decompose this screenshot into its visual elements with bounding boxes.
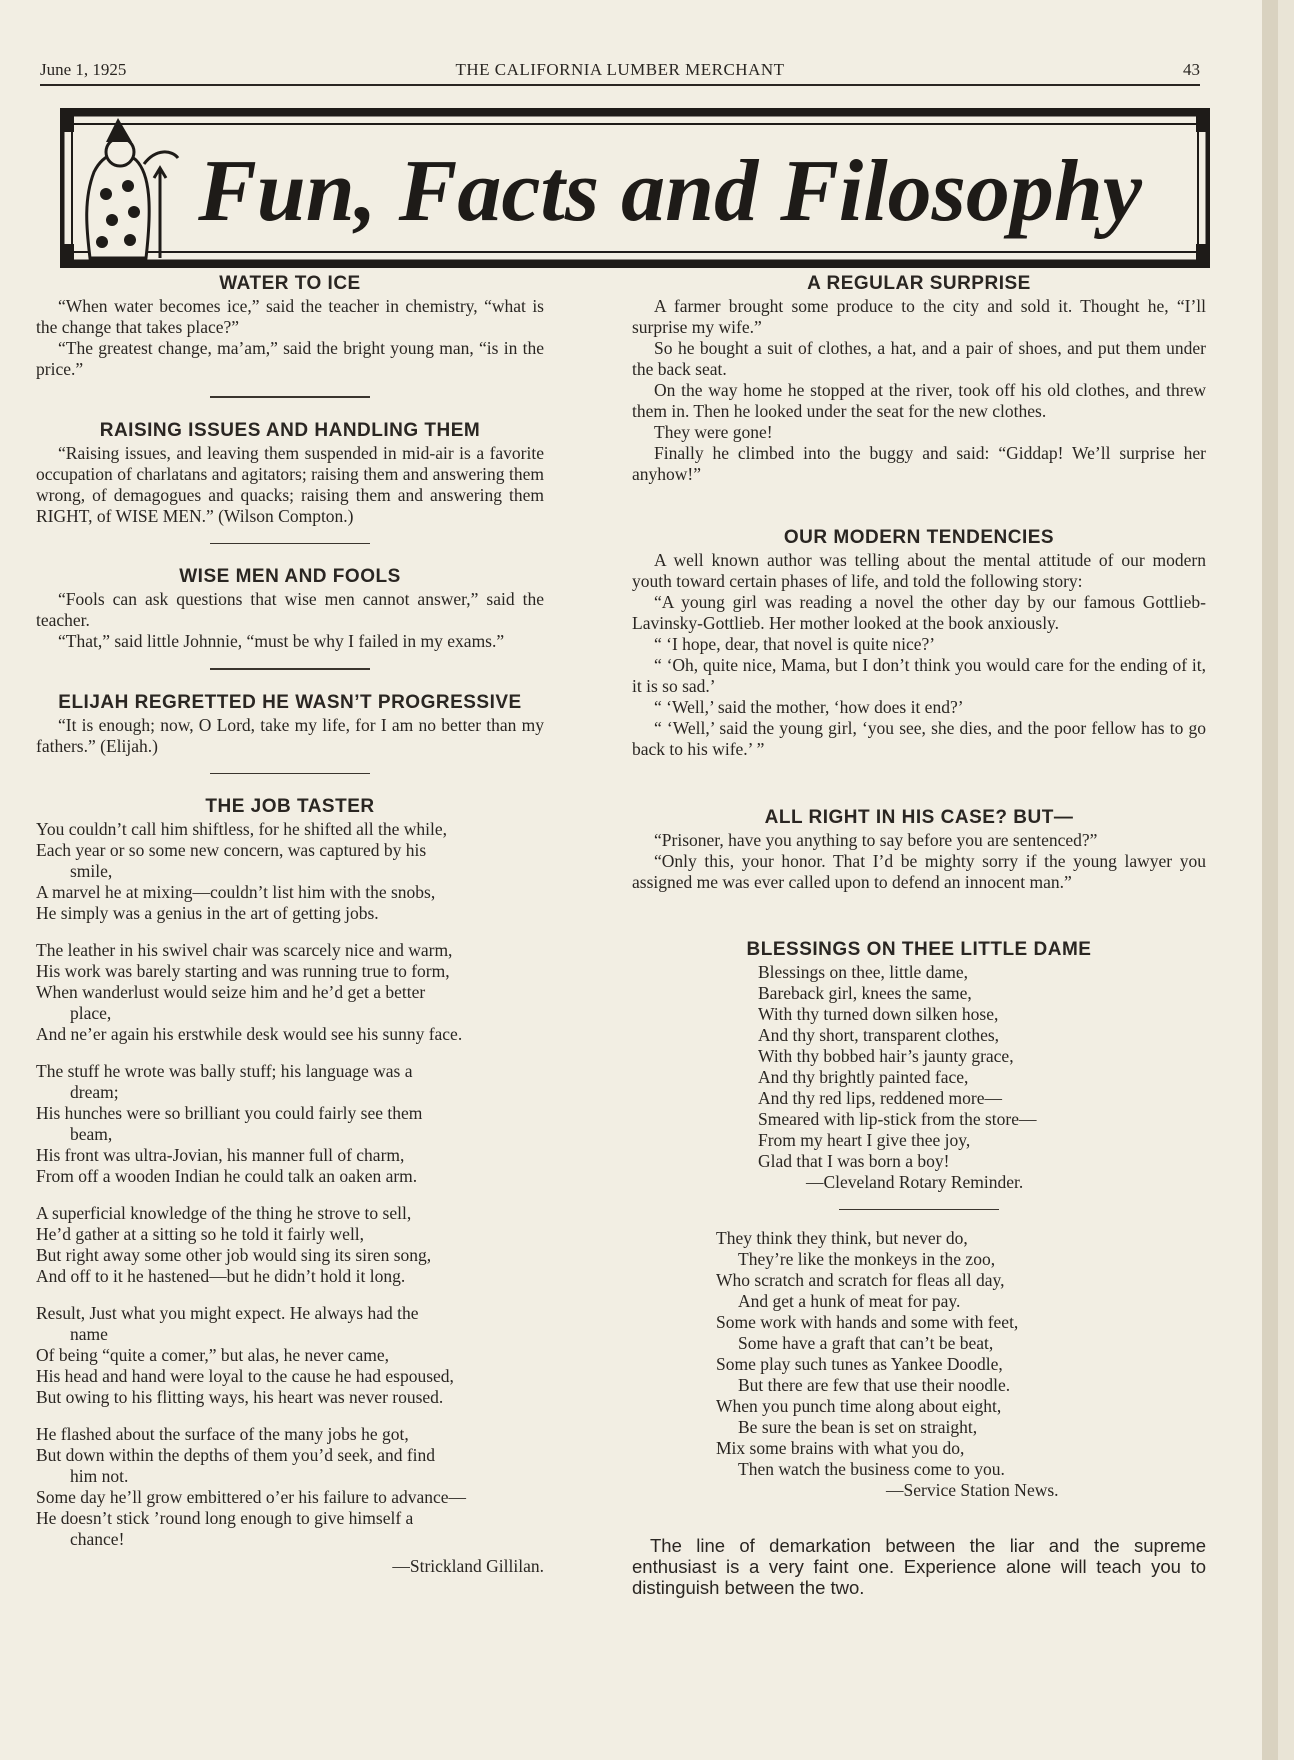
paragraph: “That,” said little Johnnie, “must be why I failed in my exams.”	[58, 631, 505, 651]
poem-line: beam,	[70, 1124, 113, 1144]
poem-line: From my heart I give thee joy,	[758, 1129, 971, 1150]
poem-line: His front was ultra-Jovian, his manner full of charm,	[36, 1145, 405, 1165]
column-banner	[60, 108, 1210, 268]
poem-line: But owing to his flitting ways, his heart was never roused.	[36, 1387, 444, 1407]
poem-line: With thy bobbed hair’s jaunty grace,	[758, 1045, 1014, 1066]
paragraph: A farmer brought some produce to the city and sold it. Thought he, “I’ll surprise my wife.”	[632, 296, 1206, 337]
poem-line: The stuff he wrote was bally stuff; his language was a	[36, 1061, 413, 1081]
attribution: —Cleveland Rotary Reminder.	[806, 1171, 1024, 1192]
poem-line: His work was barely starting and was running true to form,	[36, 961, 450, 981]
section-divider	[210, 773, 370, 775]
poem-line: And off to it he hastened—but he didn’t hold it long.	[36, 1266, 406, 1286]
paragraph: “It is enough; now, O Lord, take my life, for I am no better than my fathers.” (Elijah.)	[36, 714, 544, 756]
poem-line: When you punch time along about eight,	[716, 1396, 1002, 1416]
section-spacer	[839, 915, 999, 917]
running-header	[40, 60, 1200, 84]
paragraph: “ ‘Well,’ said the young girl, ‘you see, she dies, and the poor fellow has to go back to his wife.’ ”	[632, 717, 1206, 759]
poem-line: Be sure the bean is set on straight,	[738, 1417, 978, 1437]
paragraph: “ ‘Well,’ said the mother, ‘how does it end?’	[654, 696, 964, 717]
poem-line: Who scratch and scratch for fleas all day,	[716, 1270, 1005, 1290]
section-divider	[210, 668, 370, 670]
poem-line: Smeared with lip-stick from the store—	[758, 1108, 1037, 1129]
attribution: —Service Station News.	[886, 1480, 1059, 1500]
heading-all-right: ALL RIGHT IN HIS CASE? BUT—	[764, 807, 1074, 828]
poem-line: Some play such tunes as Yankee Doodle,	[716, 1354, 1003, 1374]
poem-line: Bareback girl, knees the same,	[758, 982, 972, 1003]
page-number: 43	[1183, 60, 1200, 79]
poem-little-dame	[632, 962, 1206, 1193]
right-column	[632, 273, 1206, 1598]
paragraph: “ ‘Oh, quite nice, Mama, but I don’t think you would care for the ending of it, it is so sad.’	[632, 654, 1206, 696]
poem-line: chance!	[70, 1529, 125, 1549]
poem-line: And thy brightly painted face,	[758, 1066, 969, 1087]
poem-line: Each year or so some new concern, was captured by his	[36, 840, 427, 860]
stanza	[36, 1203, 544, 1287]
poem-line: And thy short, transparent clothes,	[758, 1024, 1000, 1045]
heading-water-to-ice: WATER TO ICE	[219, 273, 361, 294]
paragraph: “Raising issues, and leaving them suspended in mid-air is a favorite occupation of charlatans and agitators; raising them and answering them wrong, of demagogues and quacks; raising them and answering them RIGHT, of WISE MEN.” (Wilson Compton.)	[36, 442, 544, 526]
stanza	[36, 1424, 544, 1550]
poem-line: You couldn’t call him shiftless, for he shifted all the while,	[36, 819, 448, 839]
heading-raising-issues: RAISING ISSUES AND HANDLING THEM	[99, 419, 481, 441]
paragraph: “Only this, your honor. That I’d be mighty sorry if the young lawyer you assigned me was ever called upon to defend an innocent man.”	[632, 851, 1206, 892]
poem-monkeys	[632, 1228, 1206, 1501]
paragraph: Finally he climbed into the buggy and said: “Giddap! We’ll surprise her anyhow!”	[632, 443, 1206, 484]
poem-line: name	[70, 1324, 108, 1344]
issue-date: June 1, 1925	[40, 60, 127, 79]
paragraph: “Fools can ask questions that wise men cannot answer,” said the teacher.	[36, 589, 544, 630]
poem-line: Some day he’ll grow embittered o’er his failure to advance—	[36, 1487, 467, 1507]
poem-line: him not.	[70, 1466, 129, 1486]
poem-line: smile,	[70, 861, 113, 881]
poem-line: When wanderlust would seize him and he’d get a better	[36, 982, 426, 1002]
closing-note	[632, 1535, 1206, 1598]
poem-line: They’re like the monkeys in the zoo,	[738, 1249, 996, 1269]
poem-line: The leather in his swivel chair was scarcely nice and warm,	[36, 940, 453, 960]
poem-line: place,	[70, 1003, 112, 1023]
poem-line: A superficial knowledge of the thing he strove to sell,	[36, 1203, 412, 1223]
paragraph: On the way home he stopped at the river, took off his old clothes, and threw them in. Then he looked under the seat for the new clothes.	[632, 380, 1206, 421]
left-column	[36, 273, 544, 1577]
poem-line: But right away some other job would sing its siren song,	[36, 1245, 432, 1265]
poem-line: With thy turned down silken hose,	[758, 1003, 999, 1024]
poem-line: Blessings on thee, little dame,	[758, 961, 968, 982]
paragraph: A well known author was telling about the mental attitude of our modern youth toward certain phases of life, and told the following story:	[632, 549, 1206, 591]
paragraph: “When water becomes ice,” said the teacher in chemistry, “what is the change that takes place?”	[36, 296, 544, 337]
poem-line: From off a wooden Indian he could talk an oaken arm.	[36, 1166, 418, 1186]
poem-line: Then watch the business come to you.	[738, 1459, 1005, 1479]
poem-line: He simply was a genius in the art of getting jobs.	[36, 903, 379, 923]
poem-line: Some work with hands and some with feet,	[716, 1312, 1019, 1332]
stanza	[36, 1303, 544, 1408]
poem-job-taster	[36, 819, 544, 1577]
paragraph: The line of demarkation between the liar and the supreme enthusiast is a very faint one. Experience alone will teach you to distinguish between the two.	[632, 1535, 1206, 1598]
stanza	[36, 1061, 544, 1187]
poem-line: dream;	[70, 1082, 119, 1102]
poem-line: He doesn’t stick ’round long enough to give himself a	[36, 1508, 414, 1528]
section-spacer	[839, 782, 999, 784]
poem-line: His hunches were so brilliant you could fairly see them	[36, 1103, 423, 1123]
section-divider	[210, 396, 370, 398]
poem-line: And get a hunk of meat for pay.	[738, 1291, 961, 1311]
header-rule	[40, 84, 1200, 86]
poem-line: But down within the depths of them you’d seek, and find	[36, 1445, 436, 1465]
heading-regular-surprise: A REGULAR SURPRISE	[807, 273, 1031, 294]
heading-little-dame: BLESSINGS ON THEE LITTLE DAME	[746, 938, 1092, 960]
paragraph: They were gone!	[654, 422, 773, 442]
page-edge	[1262, 0, 1278, 1760]
heading-job-taster: THE JOB TASTER	[205, 796, 375, 817]
stanza	[36, 940, 544, 1045]
publication-title: THE CALIFORNIA LUMBER MERCHANT	[455, 60, 785, 79]
heading-elijah: ELIJAH REGRETTED HE WASN’T PROGRESSIVE	[58, 691, 522, 713]
stanza	[36, 819, 544, 924]
poem-line: And ne’er again his erstwhile desk would see his sunny face.	[36, 1024, 463, 1044]
poem-line: Glad that I was born a boy!	[758, 1150, 950, 1171]
poem-line: Mix some brains with what you do,	[716, 1438, 965, 1458]
poem-line: Of being “quite a comer,” but alas, he never came,	[36, 1345, 390, 1365]
section-divider	[210, 543, 370, 545]
banner-title: Fun, Facts and Filosophy	[198, 143, 1142, 240]
section-spacer	[839, 505, 999, 507]
paragraph: “ ‘I hope, dear, that novel is quite nice?’	[654, 633, 936, 654]
section-divider	[839, 1209, 999, 1211]
poem-line: He flashed about the surface of the many jobs he got,	[36, 1424, 409, 1444]
poem-line: But there are few that use their noodle.	[738, 1375, 1011, 1395]
poem-line: A marvel he at mixing—couldn’t list him with the snobs,	[36, 882, 436, 902]
poem-line: And thy red lips, reddened more—	[758, 1087, 1002, 1108]
heading-modern-tendencies: OUR MODERN TENDENCIES	[783, 526, 1055, 548]
paragraph: “Prisoner, have you anything to say before you are sentenced?”	[654, 830, 1098, 850]
paragraph: “The greatest change, ma’am,” said the bright young man, “is in the price.”	[36, 338, 544, 379]
attribution: —Strickland Gillilan.	[392, 1556, 544, 1576]
poem-line: He’d gather at a sitting so he told it fairly well,	[36, 1224, 365, 1244]
poem-line: Some have a graft that can’t be beat,	[738, 1333, 994, 1353]
paragraph: “A young girl was reading a novel the other day by our famous Gottlieb-Lavinsky-Gottlieb. Her mother looked at the book anxiously.	[632, 591, 1206, 633]
heading-wise-men: WISE MEN AND FOOLS	[179, 566, 401, 587]
poem-line: Result, Just what you might expect. He always had the	[36, 1303, 419, 1323]
poem-line: They think they think, but never do,	[716, 1228, 968, 1248]
paragraph: So he bought a suit of clothes, a hat, and a pair of shoes, and put them under the back seat.	[632, 338, 1206, 379]
poem-line: His head and hand were loyal to the cause he had espoused,	[36, 1366, 454, 1386]
